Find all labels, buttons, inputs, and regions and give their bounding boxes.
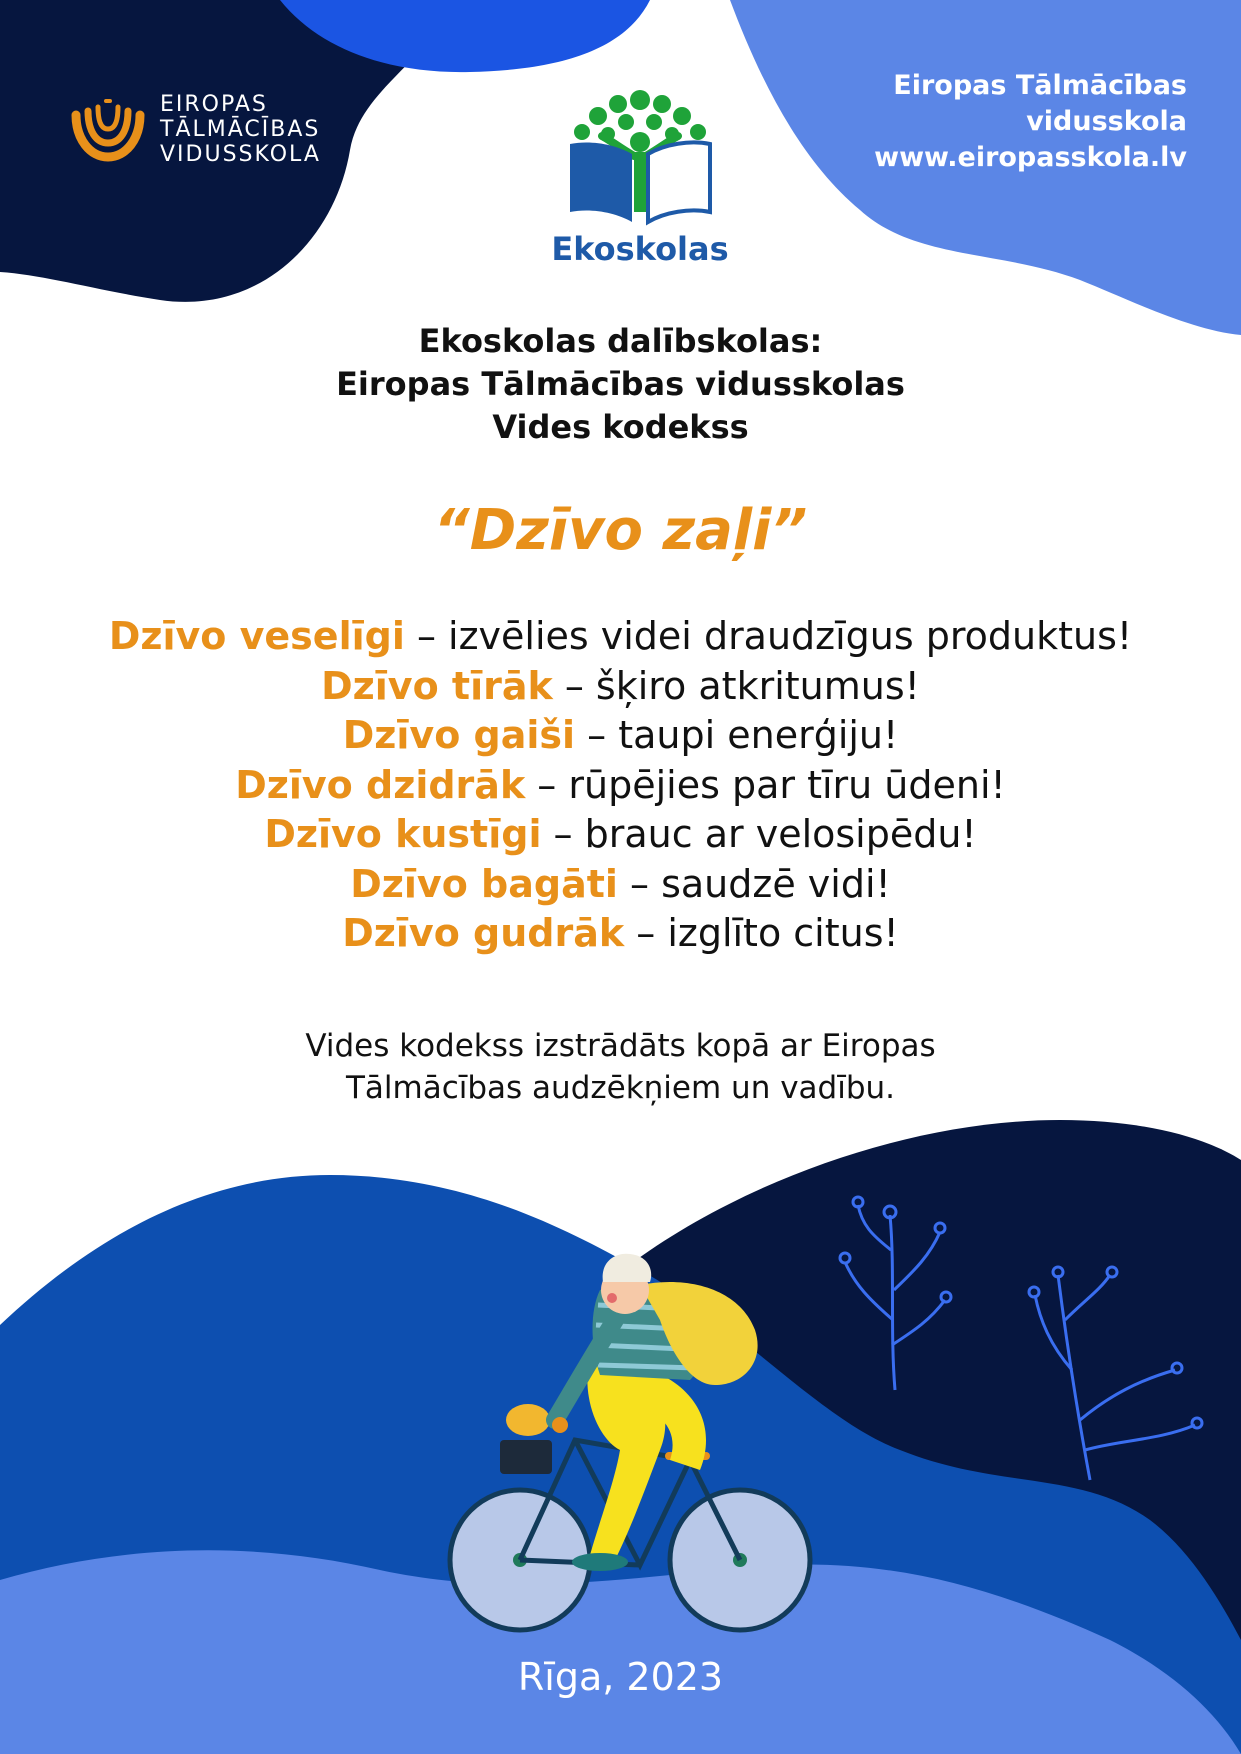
tree-book-icon — [560, 82, 720, 232]
rule-item — [0, 711, 1241, 761]
rule-item — [0, 662, 1241, 712]
rule-text: – taupi enerģiju! — [575, 713, 899, 757]
rule-item — [0, 909, 1241, 959]
authorship-note — [0, 1025, 1241, 1109]
headline-line: Vides kodekss — [492, 408, 749, 446]
rule-text: – saudzē vidi! — [617, 861, 891, 906]
rule-text: – izglīto citus! — [624, 911, 899, 955]
rule-item — [0, 761, 1241, 811]
school-logo — [70, 92, 321, 167]
note-line: Vides kodekss izstrādāts kopā ar Eiropas — [305, 1028, 936, 1064]
place-year: Rīga, 2023 — [517, 1655, 724, 1699]
rule-highlight: Dzīvo veselīgi — [108, 614, 405, 658]
rule-item — [0, 612, 1241, 662]
rule-highlight: Dzīvo gudrāk — [342, 911, 625, 955]
rule-item — [0, 810, 1241, 860]
contact-school-type: vidusskola — [1026, 106, 1187, 137]
rule-highlight: Dzīvo dzidrāk — [235, 762, 526, 807]
rules-list — [0, 612, 1241, 959]
contact-block — [874, 68, 1187, 176]
contact-school-name: Eiropas Tālmācības — [893, 70, 1187, 101]
motto: “Dzīvo zaļi” — [433, 498, 808, 563]
headline-line: Ekoskolas dalībskolas: — [418, 322, 823, 360]
eco-schools-logo — [545, 82, 735, 268]
rule-text: – šķiro atkritumus! — [552, 663, 920, 708]
school-logo-line: TĀLMĀCĪBAS — [160, 117, 321, 142]
headline — [0, 320, 1241, 449]
rule-highlight: Dzīvo bagāti — [350, 861, 618, 906]
rule-highlight: Dzīvo kustīgi — [264, 812, 542, 856]
rule-item — [0, 860, 1241, 910]
rule-highlight: Dzīvo tīrāk — [321, 663, 553, 708]
note-line: Tālmācības audzēkņiem un vadību. — [345, 1070, 896, 1106]
rule-text: – rūpējies par tīru ūdeni! — [525, 762, 1006, 807]
rule-text: – izvēlies videi draudzīgus produktus! — [404, 614, 1133, 658]
contact-website-link[interactable]: www.eiropasskola.lv — [874, 142, 1187, 173]
school-logo-line: VIDUSSKOLA — [160, 142, 321, 167]
eco-schools-label: Ekoskolas — [551, 230, 729, 268]
headline-line: Eiropas Tālmācības vidusskolas — [336, 365, 905, 403]
school-logo-line: EIROPAS — [160, 92, 268, 117]
rule-highlight: Dzīvo gaiši — [342, 713, 576, 757]
orange-arcs-icon — [70, 97, 146, 163]
rule-text: – brauc ar velosipēdu! — [541, 812, 977, 856]
school-logo-text — [160, 92, 321, 167]
